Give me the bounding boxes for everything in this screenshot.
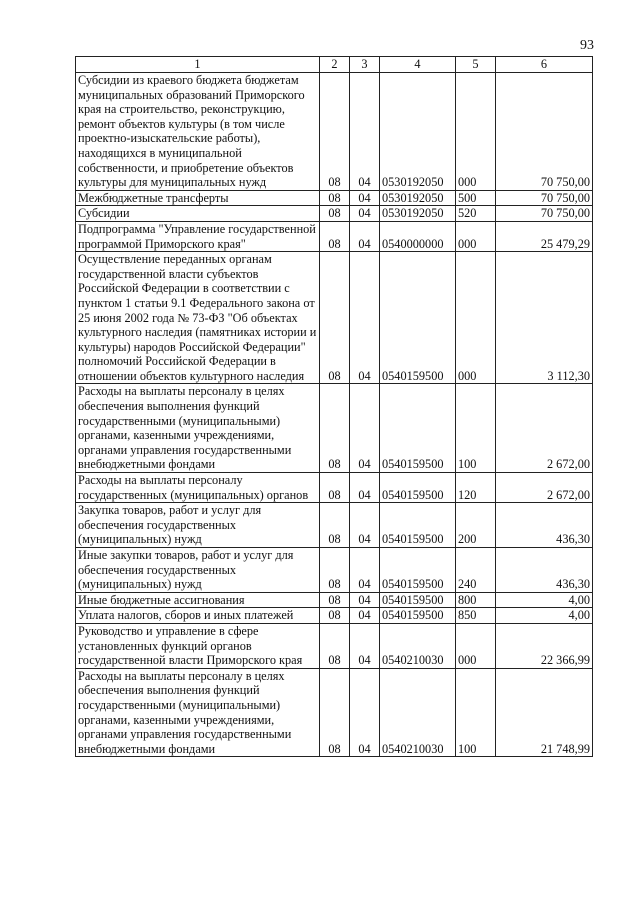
row-code: 0530192050 [380, 73, 456, 191]
row-subsection: 04 [350, 548, 380, 593]
row-code: 0540159500 [380, 548, 456, 593]
row-name: Закупка товаров, работ и услуг для обеспечения государственных (муниципальных) нужд [76, 503, 320, 548]
page-number: 93 [580, 38, 594, 53]
row-name: Осуществление переданных органам государственной власти субъектов Российской Федерации в соответствии с пунктом 1 статьи 9.1 Федерального закона от 25 июня 2002 года № 73-ФЗ "Об объектах культурного наследия (памятниках истории и культуры) народов Российской Федерации" полномочий Российской Федерации в отношении объектов культурного наследия [76, 252, 320, 384]
row-type: 000 [456, 623, 496, 668]
row-type: 520 [456, 206, 496, 222]
row-section: 08 [320, 592, 350, 608]
table-row [76, 623, 593, 668]
row-type: 100 [456, 668, 496, 757]
table-row [76, 668, 593, 757]
row-amount: 3 112,30 [496, 252, 593, 384]
row-section: 08 [320, 668, 350, 757]
column-header: 5 [456, 57, 496, 73]
table-row [76, 221, 593, 251]
row-code: 0540159500 [380, 608, 456, 624]
row-name: Субсидии из краевого бюджета бюджетам муниципальных образований Приморского края на строительство, реконструкцию, ремонт объектов культуры (в том числе проектно-изыскательские работы), находящихся в муниципальной собственности, и приобретение объектов культуры для муниципальных нужд [76, 73, 320, 191]
column-header: 2 [320, 57, 350, 73]
column-header: 6 [496, 57, 593, 73]
row-type: 800 [456, 592, 496, 608]
table-row [76, 592, 593, 608]
table-row [76, 73, 593, 191]
column-header: 4 [380, 57, 456, 73]
row-name: Расходы на выплаты персоналу в целях обеспечения выполнения функций государственными (муниципальными) органами, казенными учреждениями, органами управления государственными внебюджетными фондами [76, 384, 320, 473]
row-code: 0540159500 [380, 473, 456, 503]
row-amount: 21 748,99 [496, 668, 593, 757]
row-code: 0540210030 [380, 668, 456, 757]
row-type: 000 [456, 221, 496, 251]
row-amount: 70 750,00 [496, 190, 593, 206]
row-amount: 4,00 [496, 592, 593, 608]
table-row [76, 206, 593, 222]
table-header-row [76, 57, 593, 73]
row-section: 08 [320, 608, 350, 624]
row-subsection: 04 [350, 668, 380, 757]
row-subsection: 04 [350, 473, 380, 503]
row-code: 0540159500 [380, 384, 456, 473]
row-code: 0540000000 [380, 221, 456, 251]
table-row [76, 384, 593, 473]
row-section: 08 [320, 473, 350, 503]
row-name: Уплата налогов, сборов и иных платежей [76, 608, 320, 624]
row-section: 08 [320, 384, 350, 473]
row-code: 0530192050 [380, 206, 456, 222]
row-section: 08 [320, 206, 350, 222]
row-section: 08 [320, 221, 350, 251]
row-amount: 2 672,00 [496, 384, 593, 473]
table-row [76, 608, 593, 624]
row-name: Расходы на выплаты персоналу в целях обеспечения выполнения функций государственными (муниципальными) органами, казенными учреждениями, органами управления государственными внебюджетными фондами [76, 668, 320, 757]
row-name: Руководство и управление в сфере установленных функций органов государственной власти Приморского края [76, 623, 320, 668]
row-amount: 436,30 [496, 548, 593, 593]
row-type: 200 [456, 503, 496, 548]
row-type: 120 [456, 473, 496, 503]
table-row [76, 473, 593, 503]
table-row [76, 252, 593, 384]
row-type: 000 [456, 73, 496, 191]
row-type: 240 [456, 548, 496, 593]
row-subsection: 04 [350, 252, 380, 384]
row-subsection: 04 [350, 503, 380, 548]
row-section: 08 [320, 252, 350, 384]
row-type: 100 [456, 384, 496, 473]
row-section: 08 [320, 623, 350, 668]
row-name: Межбюджетные трансферты [76, 190, 320, 206]
column-header: 3 [350, 57, 380, 73]
row-subsection: 04 [350, 623, 380, 668]
row-type: 850 [456, 608, 496, 624]
row-code: 0540159500 [380, 592, 456, 608]
row-subsection: 04 [350, 608, 380, 624]
row-code: 0530192050 [380, 190, 456, 206]
row-type: 000 [456, 252, 496, 384]
row-name: Иные бюджетные ассигнования [76, 592, 320, 608]
row-section: 08 [320, 548, 350, 593]
row-section: 08 [320, 190, 350, 206]
row-name: Подпрограмма "Управление государственной программой Приморского края" [76, 221, 320, 251]
row-subsection: 04 [350, 384, 380, 473]
row-section: 08 [320, 503, 350, 548]
row-amount: 70 750,00 [496, 73, 593, 191]
table-row [76, 503, 593, 548]
row-amount: 4,00 [496, 608, 593, 624]
row-section: 08 [320, 73, 350, 191]
row-subsection: 04 [350, 221, 380, 251]
row-subsection: 04 [350, 190, 380, 206]
row-amount: 2 672,00 [496, 473, 593, 503]
row-amount: 22 366,99 [496, 623, 593, 668]
row-code: 0540210030 [380, 623, 456, 668]
row-amount: 25 479,29 [496, 221, 593, 251]
row-amount: 436,30 [496, 503, 593, 548]
row-name: Иные закупки товаров, работ и услуг для обеспечения государственных (муниципальных) нужд [76, 548, 320, 593]
row-amount: 70 750,00 [496, 206, 593, 222]
table-row [76, 190, 593, 206]
row-type: 500 [456, 190, 496, 206]
column-header: 1 [76, 57, 320, 73]
row-name: Субсидии [76, 206, 320, 222]
table-row [76, 548, 593, 593]
row-subsection: 04 [350, 206, 380, 222]
budget-table [75, 56, 593, 757]
row-code: 0540159500 [380, 503, 456, 548]
row-subsection: 04 [350, 73, 380, 191]
row-code: 0540159500 [380, 252, 456, 384]
row-name: Расходы на выплаты персоналу государственных (муниципальных) органов [76, 473, 320, 503]
row-subsection: 04 [350, 592, 380, 608]
